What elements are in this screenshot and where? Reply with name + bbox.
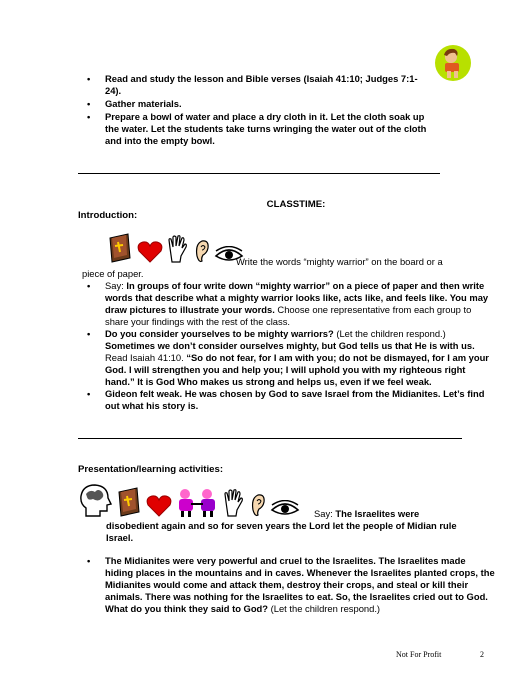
- eye-icon: [270, 500, 300, 518]
- bible-icon: [106, 228, 134, 264]
- divider: [78, 173, 440, 174]
- intro-text-line1: Write the words “mighty warrior” on the board or a: [236, 256, 443, 267]
- presentation-label: Presentation/learning activities:: [78, 464, 224, 475]
- introduction-label: Introduction:: [78, 210, 138, 221]
- heart-icon: [137, 240, 163, 264]
- ear-icon: [193, 238, 211, 264]
- list-item: • Say: In groups of four write down “mighty warrior” on a piece of paper and then write words that describe what a mighty warrior looks like, acts like, and feels like. You may draw pictures to illustrate your words. Choose one representative from each group to share your findings with the rest of the class.: [80, 280, 495, 328]
- intro-icons: [106, 228, 244, 264]
- presentation-intro-line1: Say: The Israelites were: [314, 508, 420, 519]
- heart-icon: [146, 494, 172, 518]
- presentation-icons: [78, 482, 300, 518]
- classtime-list: [80, 280, 495, 412]
- ear-icon: [249, 492, 267, 518]
- hand-icon: [166, 234, 190, 264]
- people-icon: [175, 486, 219, 518]
- footer-text: Not For Profit: [396, 650, 442, 659]
- presentation-intro-line2: disobedient again and so for seven years the Lord let the people of Midian rule Israel.: [106, 520, 457, 543]
- intro-text-line2: piece of paper.: [82, 268, 144, 279]
- list-item: • Read and study the lesson and Bible verses (Isaiah 41:10; Judges 7:1-24).: [80, 73, 430, 97]
- list-item: • Prepare a bowl of water and place a dry cloth in it. Let the cloth soak up the water. Let the students take turns wringing the water out of the cloth and into the empty bowl.: [80, 111, 430, 147]
- classtime-heading: CLASSTIME:: [266, 199, 326, 210]
- page-number: 2: [480, 650, 484, 659]
- head-icon: [78, 482, 112, 518]
- list-item: • The Midianites were very powerful and cruel to the Israelites. The Israelites made hiding places in the mountains and in caves. Whenever the Israelites planted crops, the Midianites would come and attack them, destroy their crops, and steal or kill their animals. There was nothing for the Israelites to eat. So, the Israelites cried out to God. What do you think they said to God? (Let the children respond.): [80, 555, 495, 615]
- list-item: • Gideon felt weak. He was chosen by God to save Israel from the Midianites. Let’s find out what his story is.: [80, 388, 495, 412]
- list-item: • Do you consider yourselves to be mighty warriors? (Let the children respond.) Sometimes we don’t consider ourselves mighty, but God tells us that He is with us. Read Isaiah 41:10. “So do not fear, for I am with you; do not be dismayed, for I am your God. I will strengthen you and help you; I will uphold you with my righteous right hand.” It is God Who makes us strong and helps us, even if we feel weak.: [80, 328, 495, 388]
- child-icon: [434, 44, 472, 82]
- hand-icon: [222, 488, 246, 518]
- presentation-list: [80, 555, 495, 615]
- prep-list: [80, 73, 430, 147]
- list-item: • Gather materials.: [80, 98, 430, 110]
- bible-icon: [115, 482, 143, 518]
- divider: [78, 438, 462, 439]
